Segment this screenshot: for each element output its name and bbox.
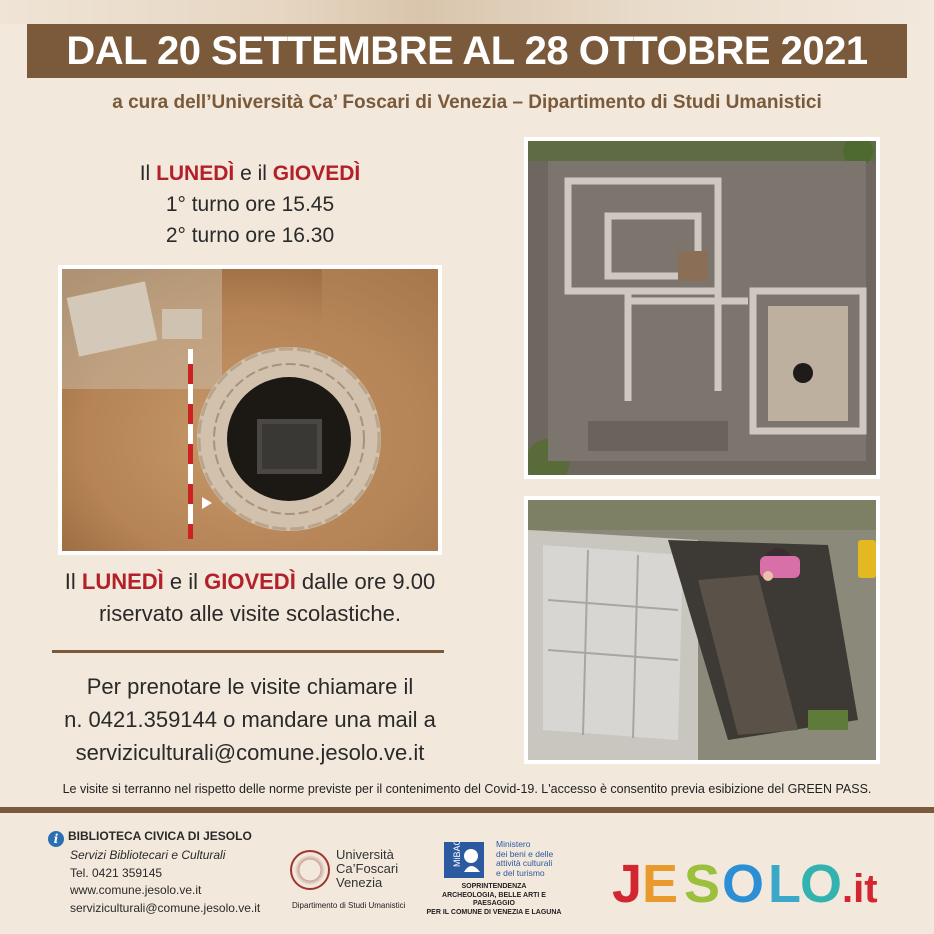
library-email[interactable]: serviziculturali@comune.jesolo.ve.it [70,900,261,915]
school-day-monday: LUNEDÌ [81,569,164,594]
school-text: dalle ore 9.00 [295,569,436,594]
jesolo-letter: S [684,854,721,912]
jesolo-letter: O [722,854,765,912]
footer-divider [0,807,934,813]
unive-name-line: Ca’Foscari [336,861,399,876]
well-excavation-photo [58,265,442,555]
unive-name [336,848,398,890]
day-thursday: GIOVEDÌ [272,162,361,185]
schedule-days [50,158,450,189]
unive-department: Dipartimento di Studi Umanistici [292,901,406,910]
jesolo-letter: O [800,854,843,912]
turn-2: 2° turno ore 16.30 [165,224,335,247]
mibac-line: Ministero [496,839,531,849]
covid-notice: Le visite si terranno nel rispetto delle norme previste per il contenimento del Covid-19. L'accesso è consentito previa esibizione del GREEN PASS. [62,782,872,796]
unive-name-line: Università [336,847,394,862]
soprintendenza [424,883,564,917]
school-day-thursday: GIOVEDÌ [204,569,296,594]
schedule-text: Il [139,162,157,185]
schedule-text: e il [234,162,273,185]
library-website[interactable]: www.comune.jesolo.ve.it [70,883,202,897]
info-icon: i [48,831,64,847]
school-reserved: riservato alle visite scolastiche. [98,601,401,626]
jesolo-letter: J [612,854,643,912]
jesolo-letter: E [642,854,679,912]
mibac-logo [424,840,564,920]
sop-line: PER IL COMUNE DI VENEZIA E LAGUNA [426,908,562,916]
day-monday: LUNEDÌ [156,162,235,185]
school-visits-info [40,566,460,630]
jesolo-letter: L [768,854,801,912]
mibac-line: e del turismo [496,867,545,878]
library-tel: Tel. 0421 359145 [70,865,163,880]
booking-line-1: Per prenotare le visite chiamare il [86,674,414,699]
mibac-badge-text: MiBAC [452,842,462,867]
aerial-ruins-photo [524,137,880,479]
top-decoration [0,0,934,24]
mibac-line: attività culturali [496,858,553,868]
unive-logo [290,846,420,916]
school-days [40,566,460,598]
booking-phone: n. 0421.359144 o mandare una mail a [64,707,436,732]
title-banner [27,24,907,78]
library-subtitle: Servizi Bibliotecari e Culturali [70,848,226,862]
jesolo-dot-it: .it [842,867,878,911]
booking-info [40,670,460,769]
subtitle: a cura dell’Università Ca’ Foscari di Venezia – Dipartimento di Studi Umanistici [112,92,822,113]
unive-seal-icon [290,850,330,890]
well-photo-image [62,269,438,551]
unive-name-line: Venezia [336,875,383,890]
page-title: DAL 20 SETTEMBRE AL 28 OTTOBRE 2021 [66,28,868,73]
library-header [48,828,308,847]
afternoon-schedule [50,158,450,251]
trench-dig-photo [524,496,880,764]
divider [52,650,444,653]
library-contact [48,828,308,917]
school-text: e il [163,569,205,594]
turn-1: 1° turno ore 15.45 [165,193,335,216]
mibac-ministry [496,840,553,878]
sop-line: SOPRINTENDENZA [461,883,527,890]
jesolo-logo-image [612,852,892,912]
aerial-photo-image [528,141,876,475]
mibac-line: dei beni e delle [496,848,554,859]
jesolo-logo [612,852,892,912]
mibac-emblem-icon [444,842,484,878]
library-name: BIBLIOTECA CIVICA DI JESOLO [68,829,252,843]
school-text: Il [64,569,82,594]
mibac-emblem-shape [444,842,484,878]
dig-photo-image [528,500,876,760]
booking-email[interactable]: serviziculturali@comune.jesolo.ve.it [75,740,425,765]
sop-line: ARCHEOLOGIA, BELLE ARTI E PAESAGGIO [442,891,546,907]
